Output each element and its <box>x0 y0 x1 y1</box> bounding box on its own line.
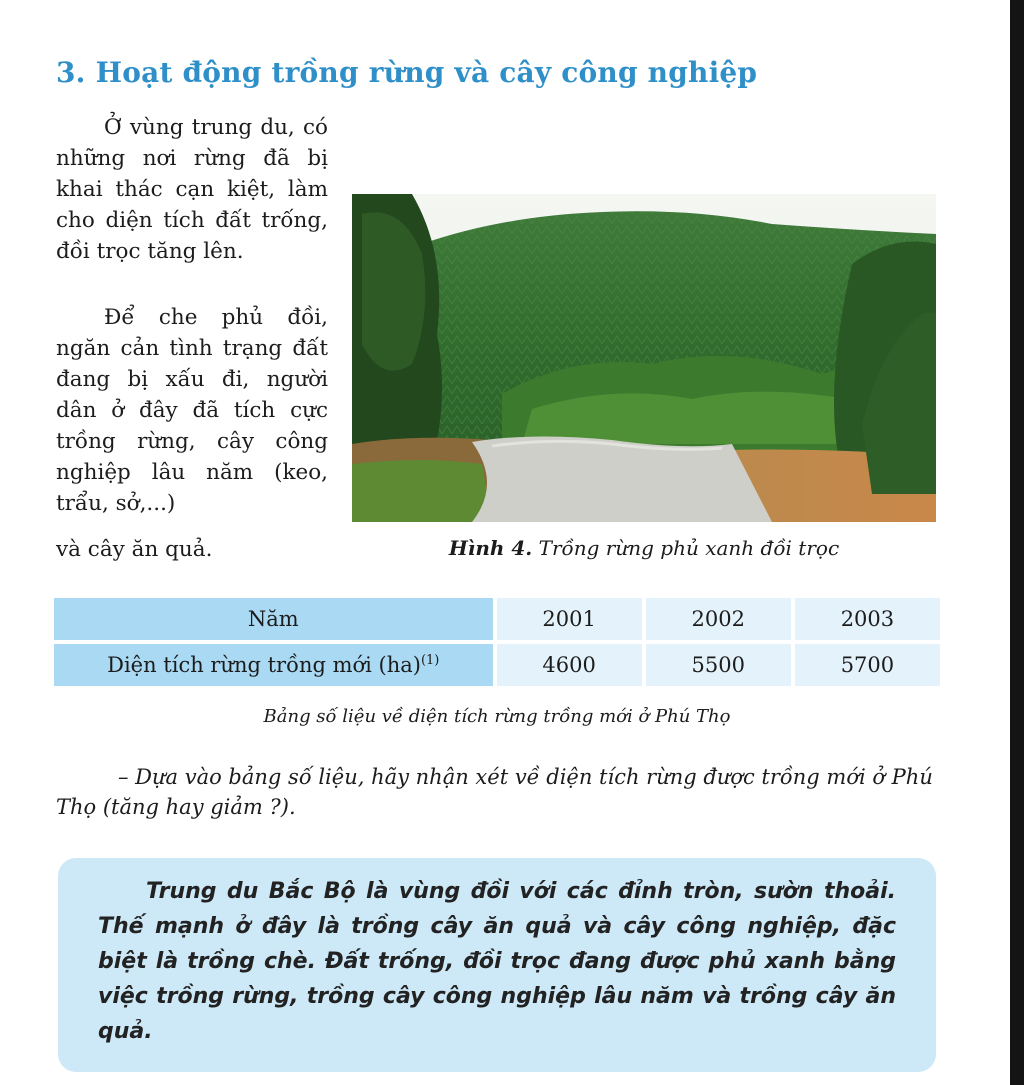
reforestation-paragraph: Để che phủ đồi, ngăn cản tình trạng đất đang bị xấu đi, người dân ở đây đã tích cực trồng rừng, cây công nghiệp lâu năm (keo, trẩu, sở,...) <box>56 305 328 516</box>
intro-paragraph: Ở vùng trung du, có những nơi rừng đã bị khai thác cạn kiệt, làm cho diện tích đất trống, đồi trọc tăng lên. <box>56 115 328 264</box>
forest-hill-photo <box>352 194 936 522</box>
row-label-cell <box>54 644 493 690</box>
table-caption: Bảng số liệu về diện tích rừng trồng mới ở Phú Thọ <box>263 706 731 727</box>
forest-area-table <box>54 598 940 690</box>
value-cell: 4600 <box>493 644 642 690</box>
table-header-row <box>54 598 940 644</box>
figure-label: Hình 4. <box>448 536 533 560</box>
row-label-text: Diện tích rừng trồng mới (ha) <box>107 653 421 677</box>
figure-caption-text: Trồng rừng phủ xanh đồi trọc <box>538 536 840 560</box>
summary-box <box>58 858 936 1072</box>
header-label-cell: Năm <box>54 598 493 644</box>
question-text: – Dựa vào bảng số liệu, hãy nhận xét về diện tích rừng được trồng mới ở Phú Thọ (tăng hay giảm ?). <box>56 765 933 819</box>
year-cell: 2002 <box>642 598 791 644</box>
figure-caption <box>352 536 936 560</box>
section-heading: 3. Hoạt động trồng rừng và cây công nghiệp <box>56 56 758 89</box>
reforestation-paragraph-end: và cây ăn quả. <box>56 537 213 562</box>
year-cell: 2001 <box>493 598 642 644</box>
year-cell: 2003 <box>791 598 940 644</box>
value-cell: 5500 <box>642 644 791 690</box>
page-edge-bar <box>1010 0 1024 1085</box>
summary-text: Trung du Bắc Bộ là vùng đồi với các đỉnh tròn, sườn thoải. Thế mạnh ở đây là trồng cây ăn quả và cây công nghiệp, đặc biệt là trồng chè. Đất trống, đồi trọc đang được phủ xanh bằng việc trồng rừng, trồng cây công nghiệp lâu năm và trồng cây ăn quả. <box>98 879 896 1044</box>
value-cell: 5700 <box>791 644 940 690</box>
table-data-row <box>54 644 940 690</box>
row-label-footnote: (1) <box>420 653 440 668</box>
